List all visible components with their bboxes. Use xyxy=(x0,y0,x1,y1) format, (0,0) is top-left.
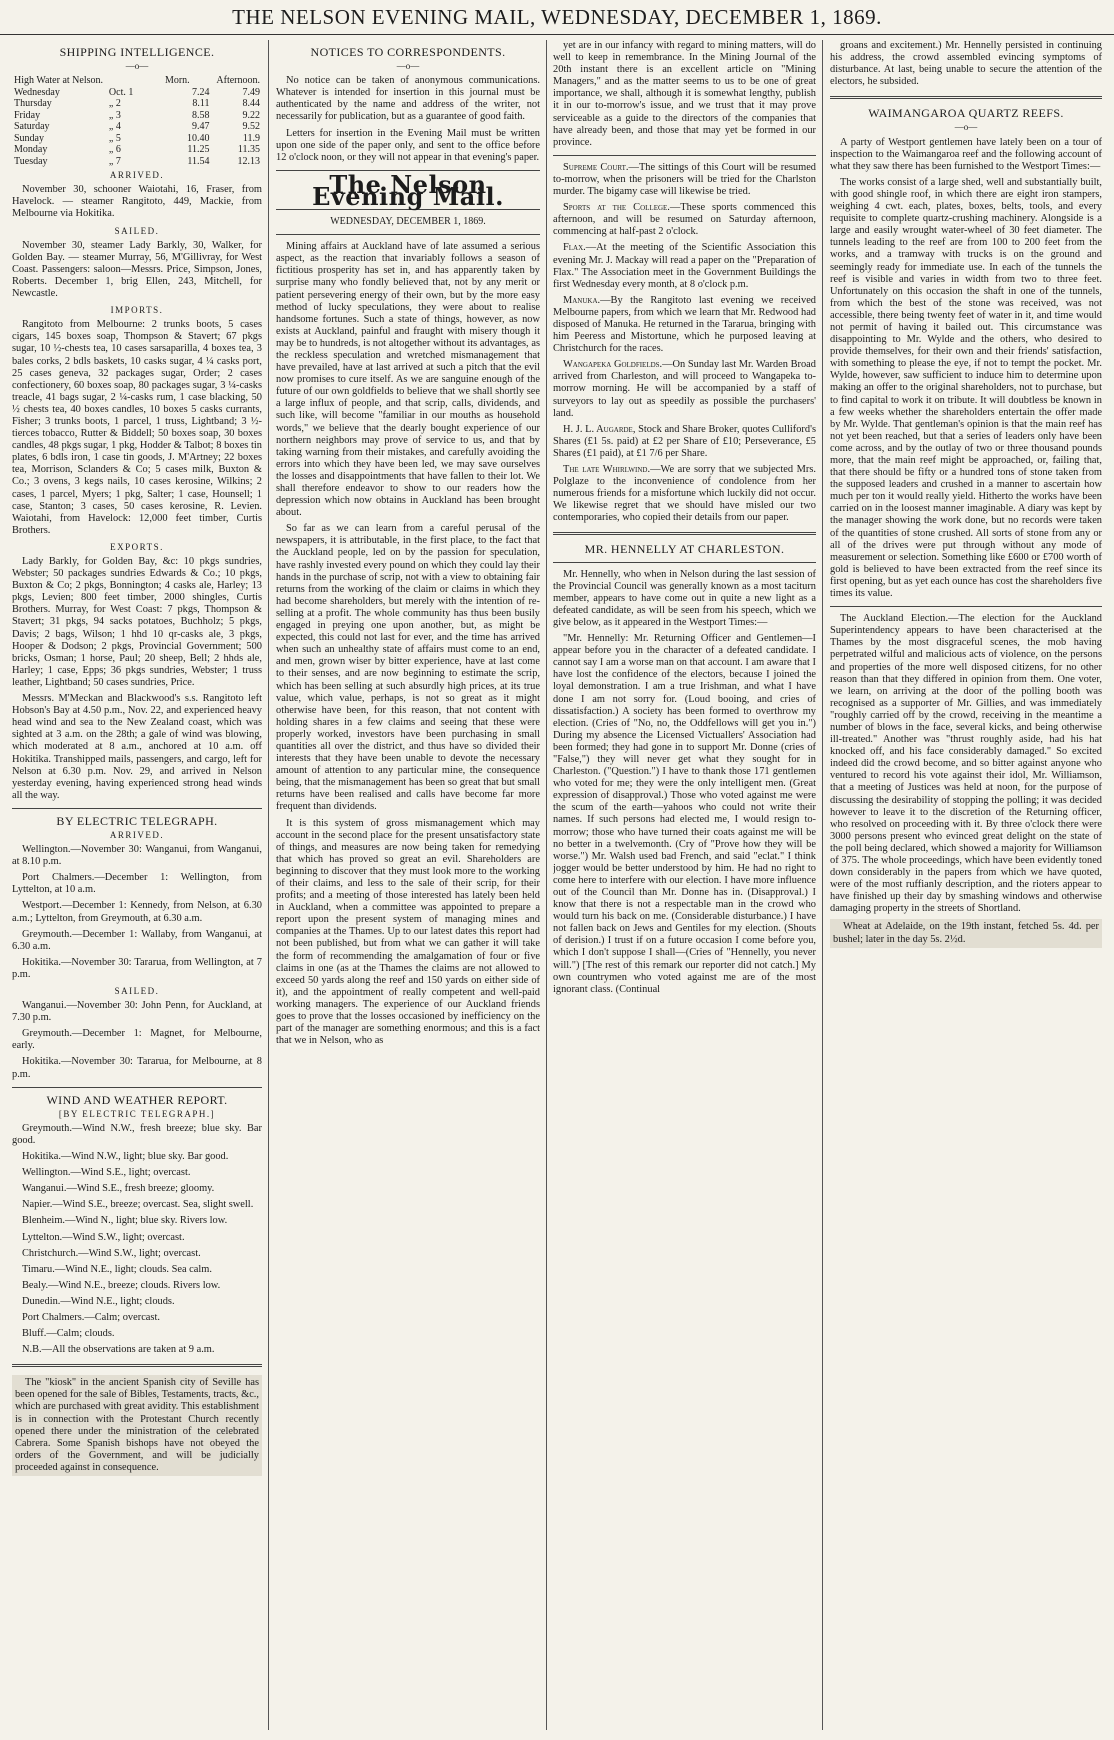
weather-item: Bluff.—Calm; clouds. xyxy=(22,1328,115,1340)
weather-item: Port Chalmers.—Calm; overcast. xyxy=(22,1311,160,1323)
tide-aft: 9.22 xyxy=(242,109,260,121)
weather-item: Dunedin.—Wind N.E., light; clouds. xyxy=(22,1295,175,1307)
tide-aft: 7.49 xyxy=(242,86,260,98)
telegraph-sailing: Greymouth.—December 1: Magnet, for Melbourne, early. xyxy=(12,1028,262,1052)
local-item xyxy=(553,242,816,290)
tide-morn: 11.54 xyxy=(187,155,210,167)
local-item xyxy=(553,295,816,355)
voyage-report: Messrs. M'Meckan and Blackwood's s.s. Rangitoto left Hobson's Bay at 4.50 p.m., Nov. 22, and experienced heavy head wind and sea to the New Zealand coast, which was sighted at 3 a.m. on the 28th; a gale of wind was blowing, which moderated at 8 a.m., anchored at 10 a.m. off Hokitika. Transhipped mails, passengers, and cargo, left for Nelson at 6.30 p.m. Nov. 29, and arrived in Nelson yesterday evening, having experienced strong head winds all the way. xyxy=(12,693,262,801)
tide-aft: 12.13 xyxy=(237,155,260,167)
tide-day: Friday xyxy=(14,109,41,121)
telegraph-arrived-heading: ARRIVED. xyxy=(109,829,165,840)
divider xyxy=(12,1364,262,1367)
wheat-paragraph: Wheat at Adelaide, on the 19th instant, fetched 5s. 4d. per bushel; later in the day 5s. 2½d. xyxy=(830,919,1102,947)
ornament: —o— xyxy=(125,61,149,72)
leader-paragraph: So far as we can learn from a careful perusal of the newspapers, it is attributable, in the first place, to the fact that the Auckland people, led on by the passion for speculation, have rashly invested every pound on which they could lay their hands in the purchase of scrip, not with a view to obtaining fair returns from the working of the claim or claims in which they had become shareholders, but merely with the intention of re-selling at a profit. The whole community has thus been busily engaged in preying one upon another, but, as might be expected, this could not last for ever, and the time has arrived when such an unhealthy state of affairs must come to an end, and men, grown wiser by bitter experience, have at last come to their senses, and are now beginning to estimate the scrip, which has been selling at such absurdly high prices, at its true value, which value, perhaps, is not so great as it might otherwise have been, for this reason, that not content with holding shares in a few claims and seeing that these were properly worked, investors have been purchasing in small quantities all over the district, and thus have so divided their interests that they have been unable to devote the necessary amount of attention to any particular mine, the consequence being, that the mismanagement has been so great that but small returns have been realised and calls have become far more frequent than dividends. xyxy=(276,523,540,813)
tide-date: Oct. 1 xyxy=(108,86,134,98)
notices-p1: No notice can be taken of anonymous communications. Whatever is intended for insertion in this journal must be authenticated by the name and address of the writer, not necessarily for publication, but as a guarantee of good faith. xyxy=(276,75,540,123)
tide-aft: 9.52 xyxy=(242,121,260,133)
weather-item: Wanganui.—Wind S.E., fresh breeze; gloomy. xyxy=(22,1183,215,1195)
tide-row xyxy=(12,144,262,156)
local-item-text: Stock and Share Broker, quotes Culliford's Shares (£1 5s. paid) at £2 per Share of £10; Perseverance, £5 Shares (£1 paid), at £1 7/6 per Share. xyxy=(553,423,816,459)
divider xyxy=(553,562,816,563)
hennelly-speech: "Mr. Hennelly: Mr. Returning Officer and Gentlemen—I appear before you in the character of a defeated candidate. I cannot say I am a worse man on that account. I am aware that I have lost the confidence of the electors, because I joined the loyal demonstration. I am a true Irishman, and what I have done I am not sorry for. (Loud booing, and cries of dissatisfaction.) A society has been formed to overthrow my election. (Cries of "No, no, the Oddfellows will get you in.") During my absence the Licensed Victuallers' Association had been formed; they had gone in to support Mr. Donne (cries of "False,") they will never get what they sought for in Charleston. ("Question.") I have to thank those 171 gentlemen who voted for me; they were the only intelligent men. (Great expression of disapproval.) Those who voted against me were the scum of the earth—yahoos who could not write their names. If such persons had elected me, I would resign to-morrow; those who have turned their coats against me will be no better in a twelvemonth. (Cry of "Prove how they will be worse.") Mr. Walsh used bad French, and said "eclat." I think jogger would be better understood by him. He had no right to come here to interfere with our election. I have more influence out of the Council than Mr. Donne has in. (Disapproval.) I know that there is not a respectable man in the crowd who would turn his back on me. (Considerable disturbance.) I have not fallen back on Jews and Gentiles for my election. (Shouts of derision.) I trust if on a future occasion I come before you, which I don't suppose I shall—(Cries of "Hennelly, you never will.") [The rest of this remark our reporter did not catch.] My own countrymen who voted against me are of the most ignorant class. (Continual xyxy=(553,633,816,995)
tide-header-cell: High Water at Nelson. xyxy=(14,75,103,87)
ornament: —o— xyxy=(396,61,420,72)
local-item xyxy=(553,359,816,419)
tide-row xyxy=(12,98,262,110)
telegraph-arrival: Hokitika.—November 30: Tararua, from Wellington, at 7 p.m. xyxy=(12,956,262,980)
kiosk-paragraph: The "kiosk" in the ancient Spanish city of Seville has been opened for the sale of Bibles, Testaments, tracts, &c., which are purchased with great avidity. This establishment is in connection with the Protestant Church recently opened there under the ministration of the celebrated Cabrera. Some Spanish bishops have not obeyed the orders of the Government, and will be judicially proceeded against in consequence. xyxy=(12,1375,262,1476)
tide-morn: 9.47 xyxy=(192,121,210,133)
telegraph-title: BY ELECTRIC TELEGRAPH. xyxy=(56,813,218,828)
tide-date: „ 6 xyxy=(108,144,121,156)
tide-morn: 8.58 xyxy=(192,109,210,121)
local-news xyxy=(553,162,816,525)
election-paragraph xyxy=(830,613,1102,915)
tide-date: „ 3 xyxy=(108,109,121,121)
weather-item: Christchurch.—Wind S.W., light; overcast. xyxy=(22,1247,201,1259)
tide-day: Saturday xyxy=(14,121,50,133)
tide-date: „ 5 xyxy=(108,132,121,144)
imports-text: Rangitoto from Melbourne: 2 trunks boots, 5 cases cigars, 145 boxes soap, Thompson & Stavert; 67 pkgs sugar, 10 ½-chests tea, 10 cases sarsaparilla, 4 boxes tea, 3 bales corks, 2 bdls baskets, 10 casks sugar, 4 ¼ casks port, 25 cases geneva, 32 packages sugar, Order; 2 cases confectionery, 60 boxes soap, 80 packages sugar, 3 ¼-casks treacle, 41 bags sugar, 2 ¼-casks rum, 1 case blacking, 50 ½ chests tea, 40 boxes candles, 10 boxes 5 casks currants, Fisher; 3 trunks boots, 1 parcel, 1 truss, Lightband; 3 ½-tierces tobacco, Rutter & Biddell; 50 boxes soap, 30 boxes candles, 48 pkgs sugar, 1 pkg, Hodder & Talbot; 8 boxes tin plates, 6 bdls iron, 1 case tin goods, J. M'Artney; 22 boxes tea, Morrison, Sclanders & Co; 5 cases milk, Buxton & Co.; 3 ovens, 3 kegs nails, 10 cases kerosine, Wilkins; 2 cases, 1 parcel, Myers; 1 pkg, Salter; 1 case, Hounsell; 1 case, Stanton; 3 cases, 50 cases kerosine, R. Levien. Waiotahi, from Havelock: 12,000 feet timber, Curtis Brothers. xyxy=(12,319,262,536)
local-item-head: The late Whirlwind. xyxy=(563,464,651,475)
tide-header xyxy=(12,75,262,87)
telegraph-sailing: Wanganui.—November 30: John Penn, for Auckland, at 7.30 p.m. xyxy=(12,1000,262,1024)
telegraph-sailing: Hokitika.—November 30: Tararua, for Melbourne, at 8 p.m. xyxy=(12,1056,262,1080)
tide-rows xyxy=(12,87,262,168)
local-item-text: —These sports commenced this afternoon, and will be resumed on Saturday afternoon, commencing at half-past 2 o'clock. xyxy=(553,202,816,238)
weather-item: Greymouth.—Wind N.W., fresh breeze; blue sky. Bar good. xyxy=(12,1122,262,1146)
local-item xyxy=(553,202,816,238)
tide-day: Thursday xyxy=(14,98,52,110)
leader-article xyxy=(276,241,540,1047)
divider xyxy=(276,234,540,235)
column-4 xyxy=(830,40,1102,1730)
tide-aft: 11.35 xyxy=(237,144,260,156)
exports-text: Lady Barkly, for Golden Bay, &c: 10 pkgs sundries, Webster; 50 packages sundries Edwards & Co.; 10 pkgs, Buxton & Co; 2 pkgs, Bonnington; 4 casks ale, Harley; 13 pkgs, Levien; 800 feet timber, 2000 shingles, Curtis Brothers. Murray, for West Coast: 7 pkgs, Thompson & Stavert; 31 pkgs, 94 sacks potatoes, Buchholz; 5 pkgs, Davis; 2 bags, Wilson; 1 hhd 10 qr-casks ale, 3 pkgs, Hooper & Dodson; 2 pkgs, Provincial Government; 500 bricks, Osman; 1 horse, Paul; 20 sheep, Bell; 2 hhds ale, Harley; 1 case, Epps; 36 pkgs sundries, Webster; 1 truss leather, Lightband; 50 cases sundries, Price. xyxy=(12,556,262,688)
reefs-p1: A party of Westport gentlemen have lately been on a tour of inspection to the Waimangaroa reef and the following account of what they saw there has been furnished to the Westport Times:— xyxy=(830,136,1102,172)
weather-item: Bealy.—Wind N.E., breeze; clouds. Rivers low. xyxy=(22,1279,221,1291)
masthead: THE NELSON EVENING MAIL, WEDNESDAY, DECEMBER 1, 1869. xyxy=(0,0,1114,35)
weather-item: Timaru.—Wind N.E., light; clouds. Sea calm. xyxy=(22,1263,212,1275)
local-item-head: Manuka. xyxy=(563,294,601,306)
weather-item: Napier.—Wind S.E., breeze; overcast. Sea, slight swell. xyxy=(22,1199,254,1211)
local-item xyxy=(553,424,816,460)
weather-note: N.B.—All the observations are taken at 9 a.m. xyxy=(22,1344,215,1356)
telegraph-sailed-heading: SAILED. xyxy=(114,986,160,996)
leader-paragraph: It is this system of gross mismanagement which may account in the second place for the present unsatisfactory state of things, and measures are now being taken for remedying that which has proved so great an evil. Shareholders are beginning to discover that they must look more to the working of their claims, and less to the sale of their scrip, for their profits; and a meeting of those interested has lately been held in Auckland, when a committee was appointed to prepare a report upon the present system of managing mines and companies at the Thames. Up to our latest dates this report had not been published, but from what we can gather it will take the form of recommending the amalgamation of four or five claims in one (as at the Thames the claims are not allowed to exceed 50 yards along the reef and 150 yards on either side of it), and the appointment of really competent and well-paid working managers. The experience of our Auckland friends goes to prove that the losses occasioned by inefficiency on the part of the manager are something enormous; and this is a fact that we in Nelson, who as xyxy=(276,817,540,1047)
tide-date: „ 2 xyxy=(108,98,121,110)
tide-row xyxy=(12,110,262,122)
tide-day: Tuesday xyxy=(14,155,48,167)
shipping-title: SHIPPING INTELLIGENCE. xyxy=(59,45,215,59)
local-item-text: —At the meeting of the Scientific Association this evening Mr. J. Mackay will read a paper on the "Preparation of Flax." The Association meet in the Government Buildings the first Wednesday every month, at 8 o'clock p.m. xyxy=(553,242,816,290)
hennelly-intro: Mr. Hennelly, who when in Nelson during the last session of the Provincial Council was generally known as a most taciturn member, appears to have come out in quite a new light as a defeated candidate, as will be seen from his speech, which we give below, as it appeared in the Westport Times:— xyxy=(553,568,816,628)
tide-header-cell: Afternoon. xyxy=(216,75,260,87)
election-head: The Auckland Election. xyxy=(840,613,949,625)
local-item-head: H. J. L. Augarde, xyxy=(563,423,636,435)
weather-item: Blenheim.—Wind N., light; blue sky. Rivers low. xyxy=(22,1215,228,1227)
notices-title: NOTICES TO CORRESPONDENTS. xyxy=(310,45,506,59)
tide-table xyxy=(12,75,262,87)
hennelly-continued: groans and excitement.) Mr. Hennelly persisted in continuing his address, the crowd assembled evincing symptoms of disturbance. At last, being unable to secure the attention of the electors, he subsided. xyxy=(830,40,1102,88)
tide-row xyxy=(12,121,262,133)
local-item-head: Supreme Court. xyxy=(563,161,629,173)
divider xyxy=(553,155,816,156)
column-rule xyxy=(268,40,269,1730)
arrived-heading: ARRIVED. xyxy=(109,170,165,181)
local-item-text: —We are sorry that we subjected Mrs. Polglaze to the inconvenience of condolence from her numerous friends for a misfortune which luckily did not occur. We likewise regret that we should have misled our two contemporaries, who copied their details from our paper. xyxy=(553,464,816,524)
column-3 xyxy=(553,40,816,1730)
arrived-text: November 30, schooner Waiotahi, 16, Fraser, from Havelock. — steamer Rangitoto, 449, Mackie, from Melbourne via Hokitika. xyxy=(12,184,262,220)
tide-row xyxy=(12,156,262,168)
tide-row xyxy=(12,87,262,99)
leader-paragraph: Mining affairs at Auckland have of late assumed a serious aspect, as the reaction that invariably follows a season of fictitious prosperity has set in, and has apparently taken by surprise many who fondly believed that, not by any merit or patient persevering energy of their own, but by the more easy method of lucky speculations, they were about to realise handsome fortunes. Such a state of things, however, as now exists at Auckland, painful and fraught with misery though it may be to hundreds, is not altogether without its advantages, as the reckless speculation and wretched mismanagement that have prevailed, have at last arrived at such a pitch that the evil now promises to cure itself. As we are sanguine enough of the future of our own goldfields to believe that we shall shortly see a large influx of people, and that scrip, calls, dividends, and such like, will become "familiar in our mouths as household words," we believe that the dearly bought experience of our northern neighbors may prove of service to us, and that by taking warning from their mistakes, and carefully avoiding the errors into which they have been led, we may save ourselves the losses and disappointments that have fallen to their lot. We shall therefore endeavor to show to our readers how the depression which now obtains in Auckland has been brought about. xyxy=(276,241,540,519)
paper-date: WEDNESDAY, DECEMBER 1, 1869. xyxy=(330,216,486,228)
local-item-head: Flax. xyxy=(563,242,586,254)
tide-header-cell: Morn. xyxy=(164,75,190,87)
reefs-p2: The works consist of a large shed, well and substantially built, with good shingle roof, in which there are eight iron stampers, weighing 4 cwt. each, plates, boxes, belts, tools, and every requisite to complete quartz-crushing machinery. Alongside is a large and easily wrought water-wheel of 30 feet diameter. The tunnels leading to the reef are from 100 to 200 feet from the works, and a tramway with trucks is on the ground and seemingly ready for immediate use. In each of the tunnels the reef is visible and varies in width from two to three feet. Unfortunately on this occasion the shaft in one of the tunnels, from which the best of the stone was received, was not accessible, there being twenty feet of water in it, and time would not permit of having it bailed out. This circumstance was disappointing to Mr. Wylde and the others, who desired to provide themselves, for their own and their friends' satisfaction, with something to please the eye, if not to tempt the pocket. Mr. Wylde, however, saw sufficient to induce him to determine upon making an offer to the original shareholders, not to purchase, but to find capital to work it on tribute. It will doubtless be known in a few weeks whether the shareholders entertain the offer made by Mr. Wylde. That gentleman's opinion is that the main reef has not yet been reached, but that a series of leaders only have been come across, and by the outlay of two or three thousand pounds more, that the main reef might be approached, or, failing that, that there should be fifty or a hundred tons of stone taken from the supposed leaders and crushed in a manner to ascertain how much per ton it would really yield. Hitherto the works have been carried on in the loosest manner imaginable. A diary was kept by the manager showing the work done, but no records were taken of the quantities of stone crushed. All sorts of stone from any or all of the drives were put through without any mode of measurement or selection. Something like £600 or £700 worth of gold is believed to have been extracted from the reef since its first opening, but as yet each ounce has cost the shareholders five times its value. xyxy=(830,176,1102,600)
column-2 xyxy=(276,40,540,1730)
tide-morn: 7.24 xyxy=(192,86,210,98)
tide-row xyxy=(12,133,262,145)
telegraph-sailed-list xyxy=(12,1000,262,1081)
election-text: —The election for the Auckland Superintendency appears to have been characterised at the Thames by the most disgraceful scenes, the mob having perpetrated wilful and malicious acts of violence, on the persons and properties of the more well disposed citizens, for no other reason than that they differed in opinion from them. One voter, we learn, on arriving at the door of the polling booth was recognised as a supporter of Mr. Gillies, and was immediately "roughly carried off by the crowd, receiving in the meantime a number of blows in the face, several kicks, and being otherwise ill-treated." Another was "thrust roughly aside, had his hat knocked off, and his face considerably damaged." So excited indeed did the crowd become, and so bitter against anyone who ventured to record his vote against their idol, Mr. Williamson, that a meeting of Justices was held at noon, for the purpose of discussing the desirability of stopping the polling; it was decided however to leave it to the discretion of the Returning officer, who resolved on proceeding with it. By three o'clock there were 3000 persons present who evinced great delight on the state of the poll being declared, which showed a majority for Williamson of 375. The whole proceedings, which have been evidently toned down considerably in the papers from which we have quoted, were of the most ruffianly description, and the rioters appear to have finished up their day by smashing windows and otherwise damaging property in the streets of Shortland. xyxy=(830,613,1102,915)
local-item xyxy=(553,464,816,524)
tide-morn: 8.11 xyxy=(192,98,210,110)
local-item-head: Sports at the College. xyxy=(563,202,670,214)
telegraph-arrival: Westport.—December 1: Kennedy, from Nelson, at 6.30 a.m.; Lyttelton, from Greymouth, at 6.30 a.m. xyxy=(12,900,262,924)
weather-item: Hokitika.—Wind N.W., light; blue sky. Bar good. xyxy=(22,1151,229,1163)
weather-list xyxy=(12,1123,262,1340)
local-item xyxy=(553,162,816,198)
tide-day: Sunday xyxy=(14,132,44,144)
tide-day: Wednesday xyxy=(14,86,60,98)
local-item-text: —The sittings of this Court will be resumed to-morrow, when the prisoners will be tried for the Charlston murder. The bigamy case will likewise be tried. xyxy=(553,161,816,198)
reefs-title: WAIMANGAROA QUARTZ REEFS. xyxy=(868,106,1064,121)
tide-date: „ 7 xyxy=(108,155,121,167)
column-1 xyxy=(12,40,262,1730)
divider xyxy=(553,532,816,535)
hennelly-title: MR. HENNELLY AT CHARLESTON. xyxy=(584,542,785,557)
divider xyxy=(12,808,262,809)
tide-date: „ 4 xyxy=(108,121,121,133)
tide-aft: 11.9 xyxy=(242,132,260,144)
tide-morn: 10.40 xyxy=(187,132,210,144)
tide-aft: 8.44 xyxy=(242,98,260,110)
local-item-head: Wangapeka Goldfields. xyxy=(563,359,663,371)
divider xyxy=(12,1087,262,1088)
leader-continued: yet are in our infancy with regard to mining matters, will do well to keep in remembrance. In the Mining Journal of the 20th instant there is an excellent article on "Mining Managers," and as the matter seems to us to be one of great importance, we shall, although it is somewhat lengthy, publish it in our to-morrow's issue, and we trust that it may prove serviceable as a guide to the directors of the companies that have already been, and those that may yet be formed in our province. xyxy=(553,40,816,148)
local-item-text: —By the Rangitoto last evening we received Melbourne papers, from which we learn that Mr. Redwood had disposed of Manuka. He returned in the Tararua, bringing with him Peeress and Mistortune, which he purposed leaving at Christchurch for the races. xyxy=(553,294,816,355)
weather-subtitle: [BY ELECTRIC TELEGRAPH.] xyxy=(58,1108,216,1119)
telegraph-arrival: Port Chalmers.—December 1: Wellington, from Lyttelton, at 10 a.m. xyxy=(12,872,262,896)
tide-day: Monday xyxy=(14,144,48,156)
notices-p2: Letters for insertion in the Evening Mail must be written upon one side of the paper only, and sent to the office before 12 o'clock noon, or they will not appear in that evening's paper. xyxy=(276,127,540,163)
weather-item: Lyttelton.—Wind S.W., light; overcast. xyxy=(22,1231,185,1243)
telegraph-arrival: Wellington.—November 30: Wanganui, from Wanganui, at 8.10 p.m. xyxy=(12,844,262,868)
imports-heading: IMPORTS. xyxy=(110,305,164,316)
column-rule xyxy=(546,40,547,1730)
tide-morn: 11.25 xyxy=(187,144,210,156)
weather-title: WIND AND WEATHER REPORT. xyxy=(46,1092,228,1107)
weather-item: Wellington.—Wind S.E., light; overcast. xyxy=(22,1167,191,1179)
divider xyxy=(830,96,1102,99)
local-item-text: —On Sunday last Mr. Warden Broad arrived from Charleston, and will proceed to Wangapeka to-morrow morning. He will be accompanied by a staff of surveyors to lay out as speedily as possible the purchasers' land. xyxy=(553,359,816,419)
telegraph-arrived-list xyxy=(12,844,262,981)
column-rule xyxy=(822,40,823,1730)
ornament: —o— xyxy=(954,122,978,133)
paper-name: The Nelson Evening Mail. xyxy=(312,169,504,211)
exports-heading: EXPORTS. xyxy=(110,541,164,552)
divider xyxy=(830,606,1102,607)
sailed-heading: SAILED. xyxy=(114,225,160,236)
sailed-text: November 30, steamer Lady Barkly, 30, Walker, for Golden Bay. — steamer Murray, 56, M'Gillivray, for West Coast. Passengers: saloon—Messrs. Price, Simpson, Jones, Roberts. December 1, brig Ellen, 243, Mitchell, for Newcastle. xyxy=(12,239,262,300)
telegraph-arrival: Greymouth.—December 1: Wallaby, from Wanganui, at 6.30 a.m. xyxy=(12,928,262,952)
